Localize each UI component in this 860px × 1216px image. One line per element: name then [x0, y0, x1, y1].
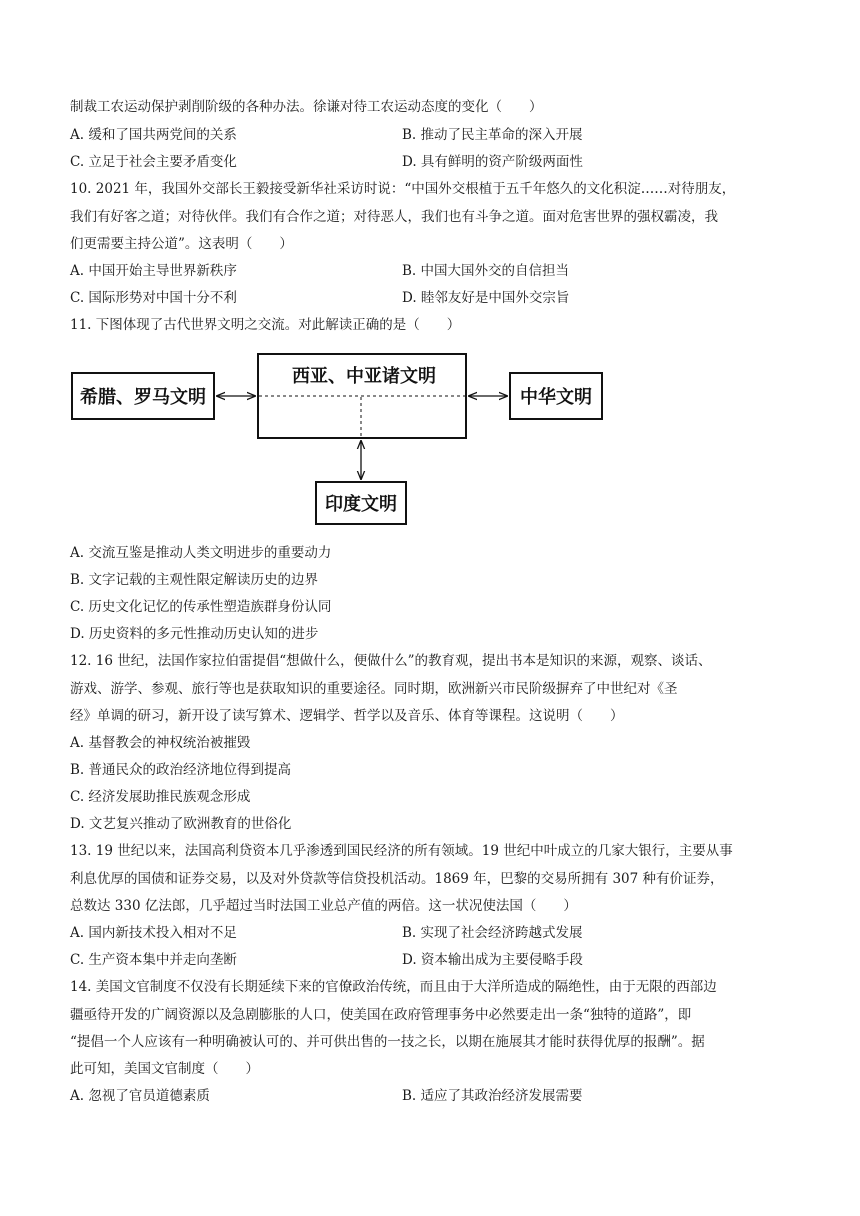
- option-d: D. 历史资料的多元性推动历史认知的进步: [70, 626, 319, 642]
- question-12-line-1: 12. 16 世纪，法国作家拉伯雷提倡“想做什么，便做什么”的教育观，提出书本是知识的来源，观察、谈话、: [70, 653, 712, 669]
- question-11-stem: 11. 下图体现了古代世界文明之交流。对此解读正确的是（ ）: [70, 317, 461, 333]
- question-12-line-2: 游戏、游学、参观、旅行等也是获取知识的重要途径。同时期，欧洲新兴市民阶级摒弃了中世纪对《圣: [70, 681, 678, 697]
- option-a: A. 中国开始主导世界新秩序: [70, 263, 237, 279]
- option-a: A. 国内新技术投入相对不足: [70, 925, 237, 941]
- left-box: [72, 373, 214, 419]
- question-14-line-2: 疆亟待开发的广阔资源以及急剧膨胀的人口，使美国在政府管理事务中必然要走出一条“独特的道路”，即: [70, 1007, 692, 1023]
- question-14-line-1: 14. 美国文官制度不仅没有长期延续下来的官僚政治传统，而且由于大洋所造成的隔绝性，由于无限的西部边: [70, 979, 717, 995]
- option-b: B. 中国大国外交的自信担当: [402, 263, 570, 279]
- option-c: C. 经济发展助推民族观念形成: [70, 789, 251, 805]
- left-box-label: 希腊、罗马文明: [80, 387, 206, 408]
- option-a: A. 忽视了官员道德素质: [70, 1088, 210, 1104]
- option-c: C. 立足于社会主要矛盾变化: [70, 154, 237, 170]
- center-box-label: 西亚、中亚诸文明: [292, 366, 436, 387]
- option-b: B. 实现了社会经济跨越式发展: [402, 925, 583, 941]
- question-9-continued-text: 制裁工农运动保护剥削阶级的各种办法。徐谦对待工农运动态度的变化（ ）: [70, 99, 543, 115]
- option-a: A. 基督教会的神权统治被摧毁: [70, 735, 251, 751]
- right-box-label: 中华文明: [520, 387, 592, 408]
- option-b: B. 普通民众的政治经济地位得到提高: [70, 762, 292, 778]
- question-14-line-3: “提倡一个人应该有一种明确被认可的、并可供出售的一技之长，以期在施展其才能时获得优厚的报酬”。据: [70, 1034, 705, 1050]
- option-d: D. 文艺复兴推动了欧洲教育的世俗化: [70, 816, 292, 832]
- question-14-line-4: 此可知，美国文官制度（ ）: [70, 1061, 259, 1077]
- option-d: D. 睦邻友好是中国外交宗旨: [402, 290, 570, 306]
- option-d: D. 具有鲜明的资产阶级两面性: [402, 154, 583, 170]
- question-10-line-3: 们更需要主持公道”。这表明（ ）: [70, 236, 293, 252]
- question-10-line-2: 我们有好客之道；对待伙伴。我们有合作之道；对待恶人，我们也有斗争之道。面对危害世界的强权霸凌，我: [70, 209, 718, 225]
- bottom-box: [316, 482, 406, 524]
- question-12-line-3: 经》单调的研习，新开设了读写算术、逻辑学、哲学以及音乐、体育等课程。这说明（ ）: [70, 708, 624, 724]
- option-c: C. 生产资本集中并走向垄断: [70, 952, 237, 968]
- center-box: [258, 354, 466, 438]
- question-13-line-2: 利息优厚的国债和证券交易，以及对外贷款等信贷投机活动。1869 年，巴黎的交易所拥有 307 种有价证券，: [70, 871, 724, 887]
- option-b: B. 推动了民主革命的深入开展: [402, 127, 583, 143]
- question-13-line-1: 13. 19 世纪以来，法国高利贷资本几乎渗透到国民经济的所有领域。19 世纪中叶成立的几家大银行，主要从事: [70, 843, 733, 859]
- option-b: B. 文字记载的主观性限定解读历史的边界: [70, 572, 319, 588]
- option-d: D. 资本输出成为主要侵略手段: [402, 952, 583, 968]
- option-c: C. 国际形势对中国十分不利: [70, 290, 237, 306]
- option-b: B. 适应了其政治经济发展需要: [402, 1088, 583, 1104]
- question-10-line-1: 10. 2021 年，我国外交部长王毅接受新华社采访时说：“中国外交根植于五千年悠久的文化积淀……对待朋友，: [70, 181, 736, 197]
- option-a: A. 缓和了国共两党间的关系: [70, 127, 237, 143]
- right-box: [510, 373, 602, 419]
- option-c: C. 历史文化记忆的传承性塑造族群身份认同: [70, 599, 332, 615]
- question-13-line-3: 总数达 330 亿法郎，几乎超过当时法国工业总产值的两倍。这一状况使法国（ ）: [70, 898, 577, 914]
- bottom-box-label: 印度文明: [325, 494, 397, 515]
- option-a: A. 交流互鉴是推动人类文明进步的重要动力: [70, 545, 332, 561]
